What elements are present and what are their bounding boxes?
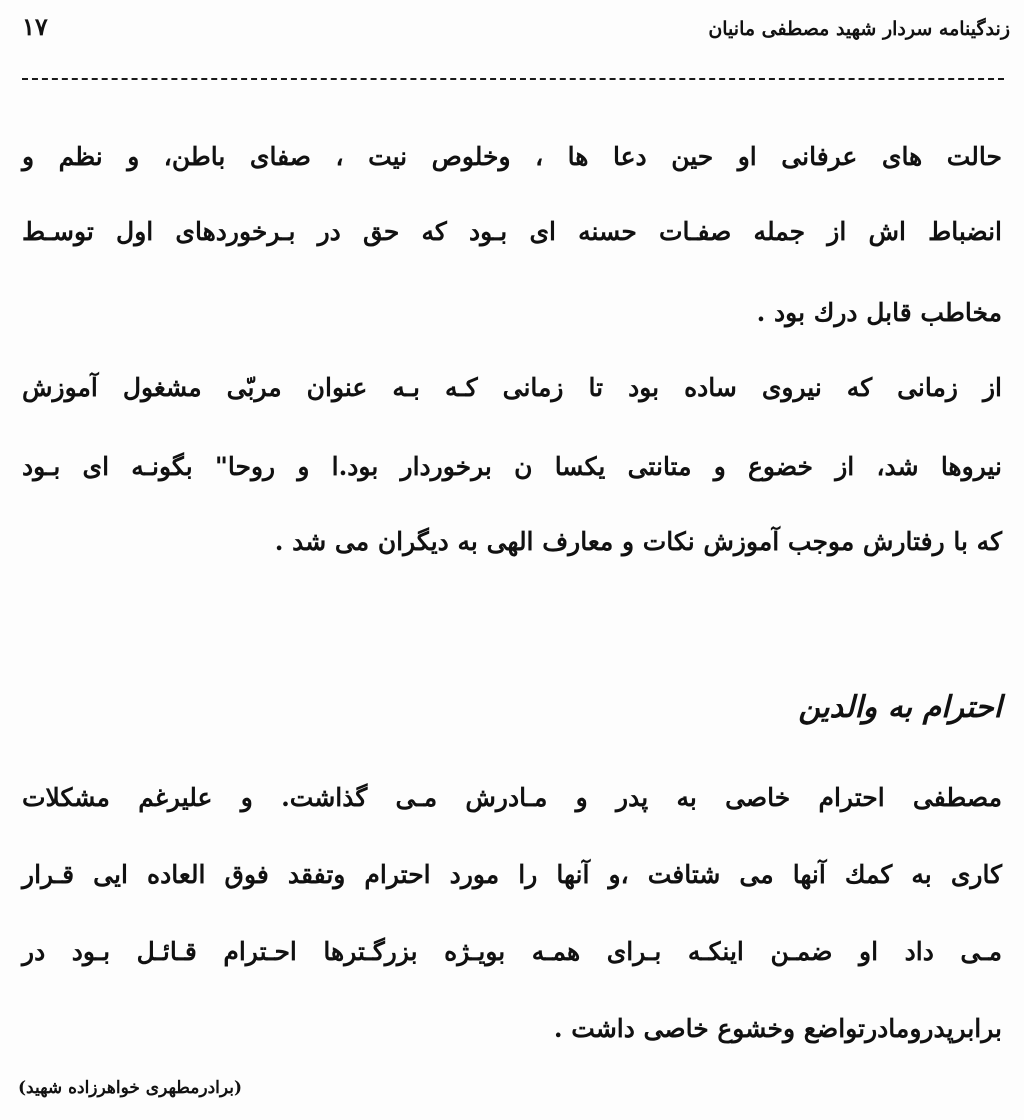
paragraph2-line-3: که با رفتارش موجب آموزش نکات و معارف الهی به دیگران می شد . xyxy=(274,527,1002,556)
paragraph3-line-1: مصطفی احترام خاصی به پدر و مـادرش مـی گذاشت. و علیرغم مشکلات xyxy=(22,783,1002,812)
header-divider xyxy=(22,78,1004,80)
paragraph2-line-2: نیروها شد، از خضوع و متانتی یکسا ن برخوردار بود.ا و روحا" بگونـه ای بـود xyxy=(22,452,1002,481)
paragraph2-line-1: از زمانی که نیروی ساده بود تا زمانی کـه بـه عنوان مربّی مشغول آموزش xyxy=(22,373,1002,402)
paragraph3-line-3: مـی داد او ضمـن اینکـه بـرای همـه بویـژه بزرگـترها احـترام قـائـل بـود در xyxy=(22,937,1002,966)
section-heading: احترام به والدین xyxy=(798,690,1002,725)
paragraph1-line-2: انضباط اش از جمله صفـات حسنه ای بـود که حق در بـرخوردهای اول توسـط xyxy=(22,217,1002,246)
paragraph3-line-4: برابرپدرومادرتواضع وخشوع خاصی داشت . xyxy=(553,1014,1002,1043)
footnote-attribution: (برادرمطهری خواهرزاده شهید) xyxy=(18,1078,243,1098)
paragraph1-line-1: حالت های عرفانی او حین دعا ها ، وخلوص نیت ، صفای باطن، و نظم و xyxy=(22,142,1002,171)
paragraph3-line-2: کاری به کمك آنها می شتافت ،و آنها را مورد احترام وتفقد فوق العاده ایی قـرار xyxy=(22,860,1002,889)
paragraph1-line-3: مخاطب قابل درك بود . xyxy=(756,298,1002,327)
page-number: ۱۷ xyxy=(22,12,48,41)
running-header-title: زندگینامه سردار شهید مصطفی مانیان xyxy=(708,18,1010,40)
